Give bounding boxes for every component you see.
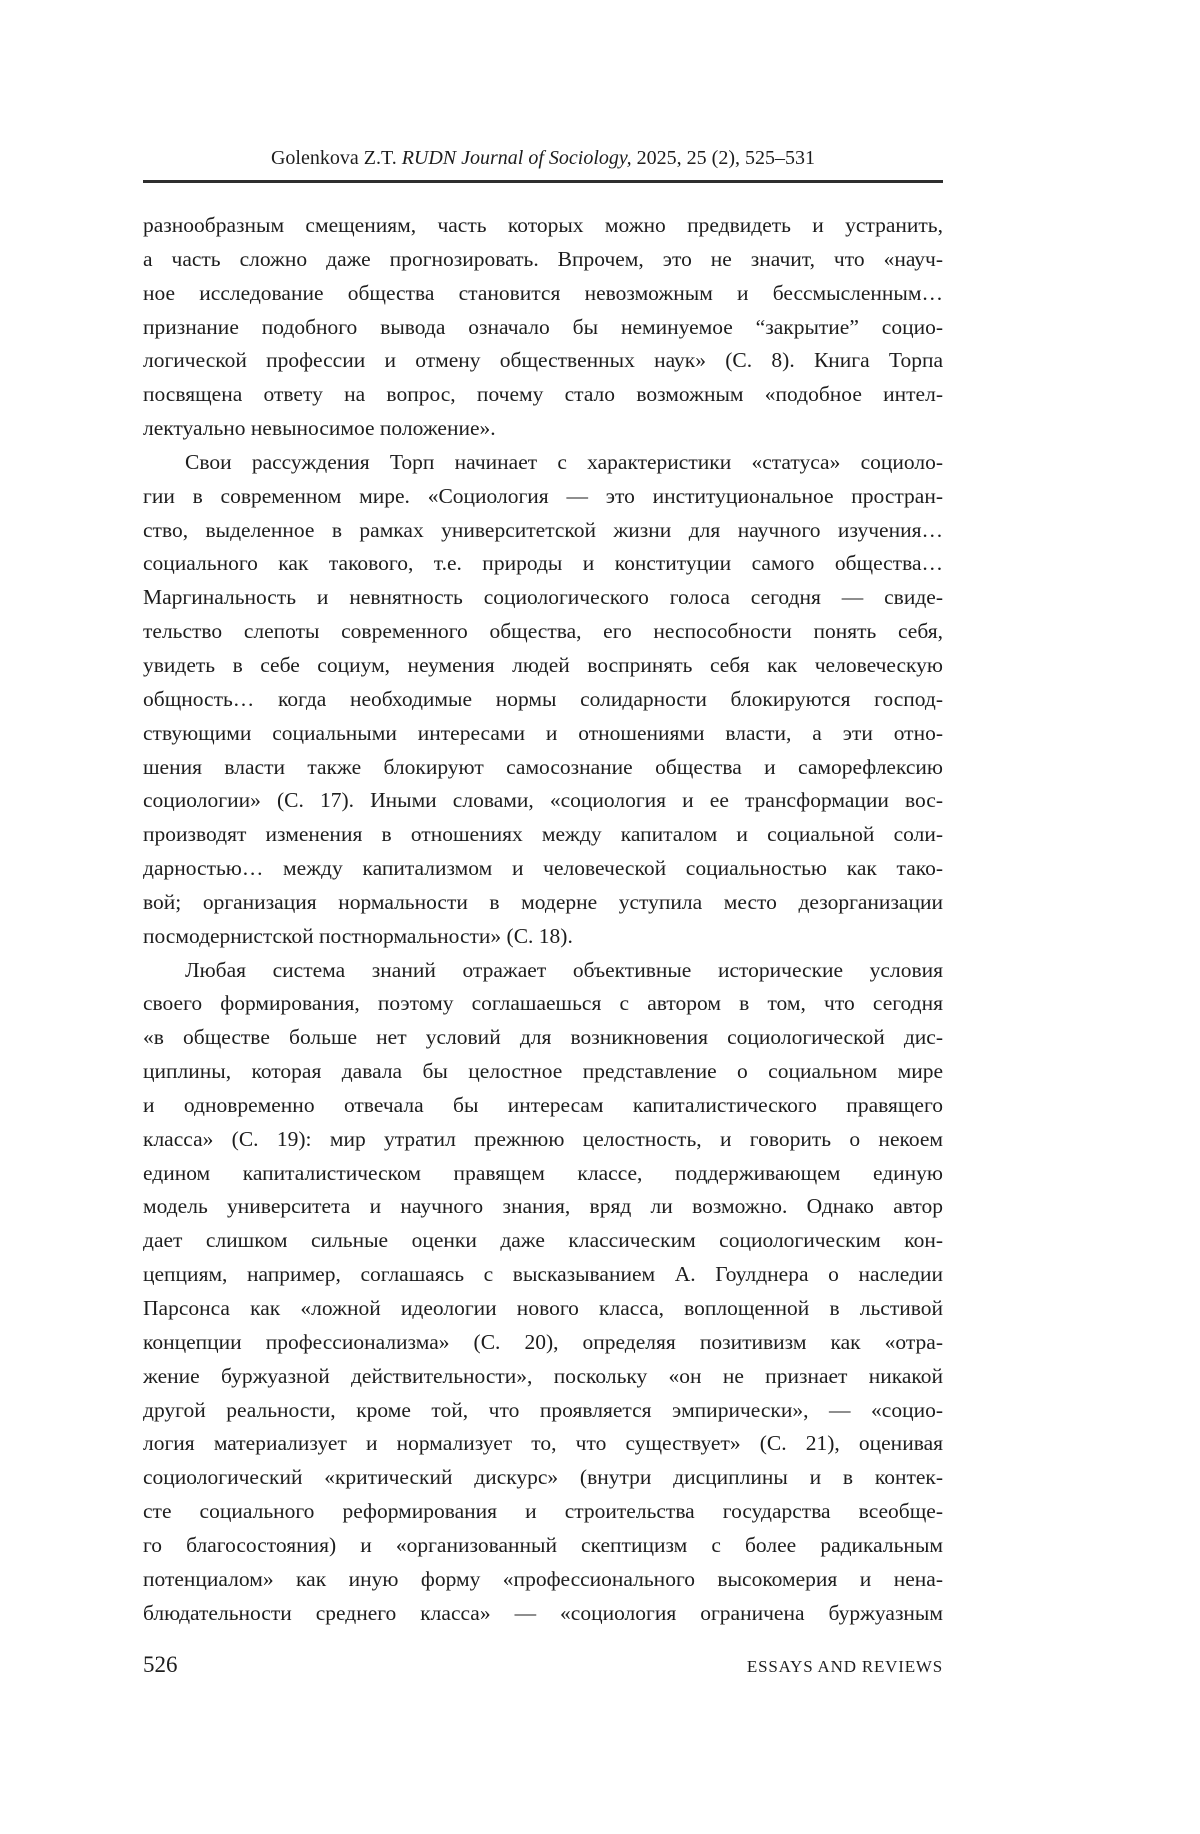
text-line: жение буржуазной действительности», поскольку «он не признает никакой <box>143 1363 943 1388</box>
text-line: и одновременно отвечала бы интересам капиталистического правящего <box>143 1092 943 1117</box>
text-line: признание подобного вывода означало бы неминуемое “закрытие” социо- <box>143 314 943 339</box>
text-line: Маргинальность и невнятность социологического голоса сегодня — свиде- <box>143 585 943 610</box>
text-line: дарностью… между капитализмом и человеческой социальностью как тако- <box>143 856 943 881</box>
text-line: ствующими социальными интересами и отношениями власти, а эти отно- <box>143 720 943 745</box>
text-line: социологии» (С. 17). Иными словами, «социология и ее трансформации вос- <box>143 788 943 813</box>
text-line: логической профессии и отмену общественных наук» (С. 8). Книга Торпа <box>143 348 943 373</box>
text-line: другой реальности, кроме той, что проявляется эмпирически», — «социо- <box>143 1397 943 1422</box>
text-line: сте социального реформирования и строительства государства всеобще- <box>143 1499 943 1524</box>
paragraph <box>143 954 943 1631</box>
text-line: вой; организация нормальности в модерне уступила место дезорганизации <box>143 889 943 914</box>
text-line: дает слишком сильные оценки даже классическим социологическим кон- <box>143 1228 943 1253</box>
text-line: посмодернистской постнормальности» (С. 18). <box>143 923 573 948</box>
header-author: Golenkova Z.T. <box>270 147 397 169</box>
header-citation <box>143 146 943 170</box>
text-line: едином капиталистическом правящем классе, поддерживающем единую <box>143 1160 943 1185</box>
body-text <box>143 209 943 1630</box>
text-line: шения власти также блокируют самосознание общества и саморефлексию <box>143 754 943 779</box>
text-line: класса» (С. 19): мир утратил прежнюю целостность, и говорить о некоем <box>143 1126 943 1151</box>
text-line: Любая система знаний отражает объективные исторические условия <box>185 957 943 982</box>
text-line: общность… когда необходимые нормы солидарности блокируются господ- <box>143 686 943 711</box>
text-line: Свои рассуждения Торп начинает с характеристики «статуса» социоло- <box>185 449 943 474</box>
text-line: увидеть в себе социум, неумения людей воспринять себя как человеческую <box>143 652 943 677</box>
text-line: производят изменения в отношениях между капиталом и социальной соли- <box>143 822 943 847</box>
text-line: циплины, которая давала бы целостное представление о социальном мире <box>143 1059 943 1084</box>
page-number: 526 <box>143 1652 178 1677</box>
text-line: а часть сложно даже прогнозировать. Впрочем, это не значит, что «науч- <box>143 246 943 271</box>
text-line: блюдательности среднего класса» — «социология ограничена буржуазным <box>143 1600 943 1625</box>
header-journal-title: RUDN Journal of Sociology, <box>401 147 632 169</box>
text-line: разнообразным смещениям, часть которых можно предвидеть и устранить, <box>143 213 943 237</box>
text-line: тельство слепоты современного общества, его неспособности понять себя, <box>143 619 943 644</box>
footer <box>143 1652 943 1678</box>
paragraph <box>143 446 943 954</box>
text-line: лектуально невыносимое положение». <box>143 416 496 441</box>
text-line: гии в современном мире. «Социология — это институциональное простран- <box>143 483 943 508</box>
text-line: социального как такового, т.е. природы и конституции самого общества… <box>143 551 943 576</box>
header-rule <box>143 180 943 183</box>
paragraph <box>143 209 943 446</box>
text-line: «в обществе больше нет условий для возникновения социологической дис- <box>143 1025 943 1050</box>
text-line: своего формирования, поэтому соглашаешься с автором в том, что сегодня <box>143 991 943 1016</box>
text-line: посвящена ответу на вопрос, почему стало возможным «подобное интел- <box>143 382 943 407</box>
text-line: ство, выделенное в рамках университетской жизни для научного изучения… <box>143 517 943 542</box>
text-line: Парсонса как «ложной идеологии нового класса, воплощенной в льстивой <box>143 1296 943 1320</box>
text-line: концепции профессионализма» (С. 20), определяя позитивизм как «отра- <box>143 1329 943 1354</box>
section-label: ESSAYS AND REVIEWS <box>746 1657 943 1676</box>
text-line: социологический «критический дискурс» (внутри дисциплины и в контек- <box>143 1465 943 1490</box>
text-line: логия материализует и нормализует то, что существует» (С. 21), оценивая <box>143 1431 943 1456</box>
text-line: потенциалом» как иную форму «профессионального высокомерия и нена- <box>143 1566 943 1591</box>
text-line: модель университета и научного знания, вряд ли возможно. Однако автор <box>143 1194 943 1219</box>
header-issue-info: 2025, 25 (2), 525–531 <box>636 147 815 169</box>
text-line: го благосостояния) и «организованный скептицизм с более радикальным <box>143 1532 943 1557</box>
text-line: ное исследование общества становится невозможным и бессмысленным… <box>143 280 943 305</box>
text-line: цепциям, например, соглашаясь с высказыванием А. Гоулднера о наследии <box>143 1262 943 1287</box>
